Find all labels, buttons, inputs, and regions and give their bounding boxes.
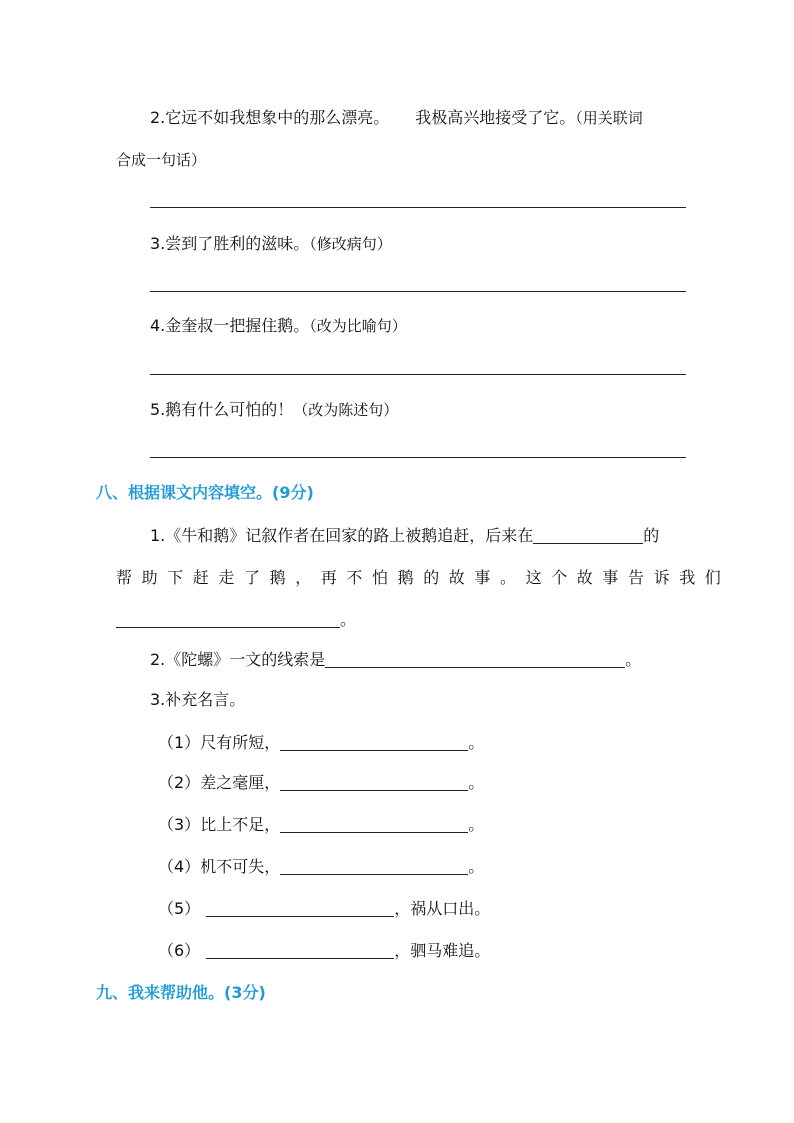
idiom-6-num: （6） [158, 941, 201, 960]
q8-3-text: 3.补充名言。 [150, 690, 246, 709]
q8-2-text-end: 。 [625, 650, 642, 669]
idiom-6-text: ，驷马难追。 [394, 941, 491, 960]
idiom-5-num: （5） [158, 899, 201, 918]
section-9-heading: 九、我来帮助他。(3分) [96, 983, 266, 1002]
idiom-4-blank[interactable] [280, 858, 468, 875]
q7-4-text: 4.金奎叔一把握住鹅。 [150, 316, 310, 335]
idiom-4-text: 机不可失， [200, 857, 281, 876]
idiom-3-text: 比上不足， [200, 815, 281, 834]
idiom-3-end: 。 [468, 815, 485, 834]
section-8-heading: 八、根据课文内容填空。(9分) [96, 483, 314, 502]
idiom-2-end: 。 [468, 773, 485, 792]
answer-line-q7-5[interactable] [150, 457, 686, 458]
idiom-6 [158, 941, 490, 961]
idiom-5 [158, 899, 490, 919]
idiom-5-text: ，祸从口出。 [394, 899, 491, 918]
q7-5-text: 5.鹅有什么可怕的！ [150, 400, 294, 419]
q7-5-line [150, 400, 398, 420]
q7-2-note-a: （用关联词 [575, 109, 643, 127]
idiom-4 [158, 857, 484, 877]
idiom-4-end: 。 [468, 857, 485, 876]
idiom-1 [158, 733, 484, 753]
q7-3-line [150, 234, 392, 254]
q7-3-note: （修改病句） [309, 235, 392, 253]
idiom-1-num: （1） [158, 733, 201, 752]
idiom-1-blank[interactable] [280, 734, 468, 751]
q7-4-line [150, 316, 407, 336]
idiom-4-num: （4） [158, 857, 201, 876]
idiom-2-num: （2） [158, 773, 201, 792]
q7-2-text2: 我极高兴地接受了它。 [415, 108, 576, 127]
idiom-3-blank[interactable] [280, 816, 468, 833]
idiom-2-text: 差之毫厘， [200, 773, 281, 792]
q8-1-text-b: 帮助下赶走了鹅，再不怕鹅的故事。这个故事告诉我们 [116, 568, 731, 587]
q8-1-line-a [150, 526, 659, 546]
answer-line-q7-2[interactable] [150, 207, 686, 208]
q8-2-blank[interactable] [325, 651, 625, 668]
answer-line-q7-3[interactable] [150, 291, 686, 292]
idiom-3 [158, 815, 484, 835]
q8-1-blank-a[interactable] [533, 527, 643, 544]
q7-2-note-b: 合成一句话） [116, 151, 207, 169]
idiom-2-blank[interactable] [280, 774, 468, 791]
q8-2-line [150, 650, 641, 670]
idiom-1-end: 。 [468, 733, 485, 752]
q8-1-blank-b[interactable] [116, 611, 340, 628]
q8-1-text-c-end: 。 [340, 610, 357, 629]
q7-2-line [150, 108, 643, 128]
q7-3-text: 3.尝到了胜利的滋味。 [150, 234, 310, 253]
q8-1-text-a-end: 的 [643, 526, 660, 545]
idiom-5-blank[interactable] [206, 900, 394, 917]
idiom-1-text: 尺有所短， [200, 733, 281, 752]
idiom-2 [158, 773, 484, 793]
q8-2-text: 2.《陀螺》一文的线索是 [150, 650, 326, 669]
q8-1-line-c [116, 610, 356, 630]
q8-1-text-a: 1.《牛和鹅》记叙作者在回家的路上被鹅追赶，后来在 [150, 526, 534, 545]
idiom-3-num: （3） [158, 815, 201, 834]
q7-5-note: （改为陈述句） [293, 401, 399, 419]
q7-4-note: （改为比喻句） [309, 317, 407, 335]
idiom-6-blank[interactable] [206, 942, 394, 959]
answer-line-q7-4[interactable] [150, 374, 686, 375]
q7-2-text: 2.它远不如我想象中的那么漂亮。 [150, 108, 390, 127]
